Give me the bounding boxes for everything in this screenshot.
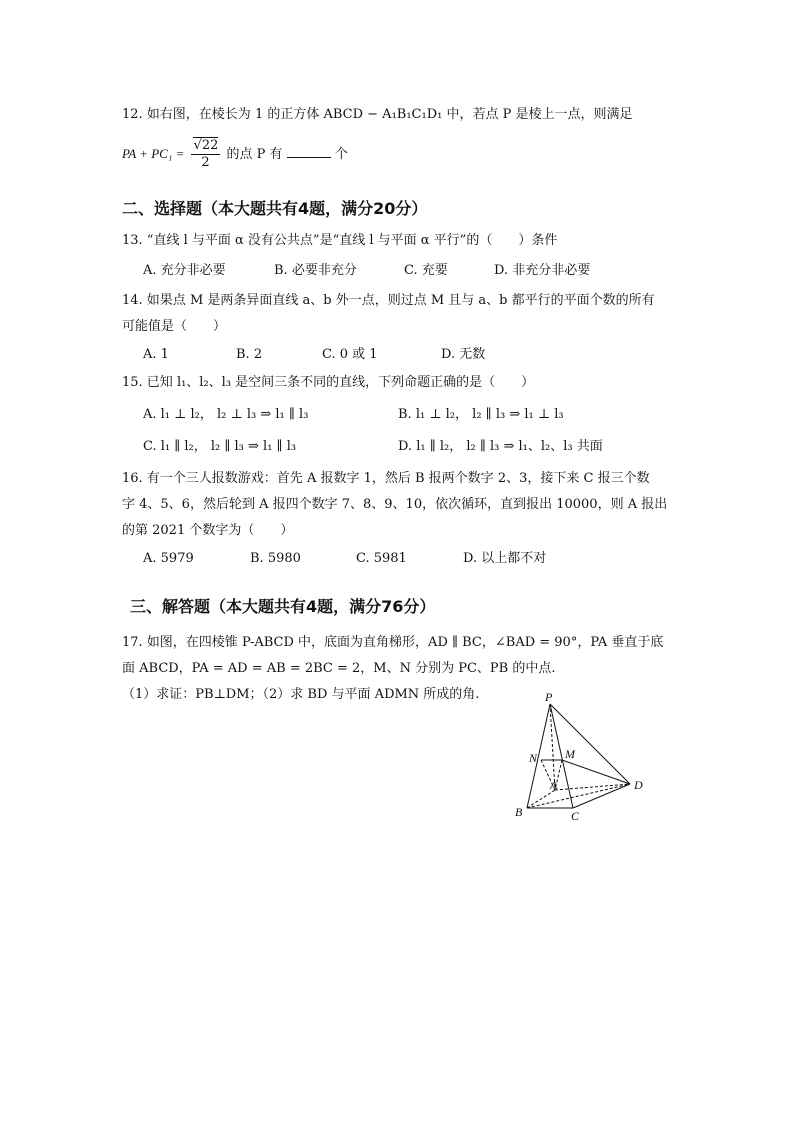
q16-stem-line1: 16. 有一个三人报数游戏：首先 A 报数字 1，然后 B 报两个数字 2、3，接下来 C 报三个数 xyxy=(122,471,650,486)
label-c: C xyxy=(571,809,580,823)
q14-option-c[interactable]: C. 0 或 1 xyxy=(322,347,378,362)
q14-option-a[interactable]: A. 1 xyxy=(143,347,169,362)
q15-option-b[interactable]: B. l₁ ⊥ l₂， l₂ ∥ l₃ ⇒ l₁ ⊥ l₃ xyxy=(398,407,564,422)
segment-md xyxy=(562,760,630,784)
label-a: A xyxy=(550,778,558,792)
q15-stem: 15. 已知 l₁、l₂、l₃ 是空间三条不同的直线，下列命题正确的是（ ） xyxy=(122,375,535,390)
q16-option-a[interactable]: A. 5979 xyxy=(143,551,194,566)
q16-stem-line3: 的第 2021 个数字为（ ） xyxy=(122,523,294,538)
q14-option-b[interactable]: B. 2 xyxy=(236,347,263,362)
q16-option-b[interactable]: B. 5980 xyxy=(250,551,301,566)
q14-stem-line1: 14. 如果点 M 是两条异面直线 a、b 外一点，则过点 M 且与 a、b 都平行的平面个数的所有 xyxy=(122,293,655,308)
q14-stem-line2: 可能值是（ ） xyxy=(122,319,227,334)
q16-stem-line2: 字 4、5、6，然后轮到 A 报四个数字 7、8、9、10，依次循环，直到报出 10000，则 A 报出 xyxy=(122,497,668,512)
label-d: D xyxy=(634,778,643,792)
q13-option-a[interactable]: A. 充分非必要 xyxy=(143,263,226,278)
q12-expr-left: PA + PC₁ = xyxy=(122,146,185,161)
edge-ab xyxy=(527,790,555,808)
q12-frac-num: √22 xyxy=(193,138,219,153)
q16-option-c[interactable]: C. 5981 xyxy=(356,551,407,566)
q14-option-d[interactable]: D. 无数 xyxy=(441,347,486,362)
q17-stem-line1: 17. 如图，在四棱锥 P-ABCD 中，底面为直角梯形，AD ∥ BC，∠BAD = 90°，PA 垂直于底 xyxy=(122,635,664,650)
q13-stem: 13. “直线 l 与平面 α 没有公共点”是“直线 l 与平面 α 平行”的（ ）条件 xyxy=(122,233,558,248)
section3-title: 三、解答题（本大题共有4题，满分76分） xyxy=(130,597,436,616)
label-n: N xyxy=(529,751,538,765)
diagonal-bd xyxy=(527,784,630,808)
q12-tail: 的点 P 有 xyxy=(226,147,283,162)
q12-fraction xyxy=(191,138,221,171)
edge-pd xyxy=(550,704,630,784)
q17-stem-line3: （1）求证：PB⊥DM；（2）求 BD 与平面 ADMN 所成的角. xyxy=(122,687,480,702)
q13-option-c[interactable]: C. 充要 xyxy=(404,263,448,278)
label-m: M xyxy=(565,747,575,761)
q12-answer-blank[interactable] xyxy=(287,145,331,158)
q12-line2 xyxy=(122,138,348,174)
q15-option-d[interactable]: D. l₁ ∥ l₂， l₂ ∥ l₃ ⇒ l₁、l₂、l₃ 共面 xyxy=(398,439,603,454)
label-p: P xyxy=(545,690,553,704)
q15-option-a[interactable]: A. l₁ ⊥ l₂， l₂ ⊥ l₃ ⇒ l₁ ∥ l₃ xyxy=(143,407,309,422)
q12-frac-den: 2 xyxy=(201,155,210,170)
q12-line1: 12. 如右图，在棱长为 1 的正方体 ABCD − A₁B₁C₁D₁ 中，若点 P 是棱上一点，则满足 xyxy=(122,107,633,122)
q15-option-c[interactable]: C. l₁ ∥ l₂， l₂ ∥ l₃ ⇒ l₁ ∥ l₃ xyxy=(143,439,297,454)
q16-option-d[interactable]: D. 以上都不对 xyxy=(463,551,547,566)
label-b: B xyxy=(515,805,523,819)
pyramid-figure xyxy=(505,690,665,825)
section2-title: 二、选择题（本大题共有4题，满分20分） xyxy=(122,199,428,218)
q12-end: 个 xyxy=(334,147,348,162)
q13-option-d[interactable]: D. 非充分非必要 xyxy=(494,263,591,278)
q17-stem-line2: 面 ABCD，PA = AD = AB = 2BC = 2，M、N 分别为 PC、PB 的中点. xyxy=(122,661,556,676)
q13-option-b[interactable]: B. 必要非充分 xyxy=(274,263,357,278)
